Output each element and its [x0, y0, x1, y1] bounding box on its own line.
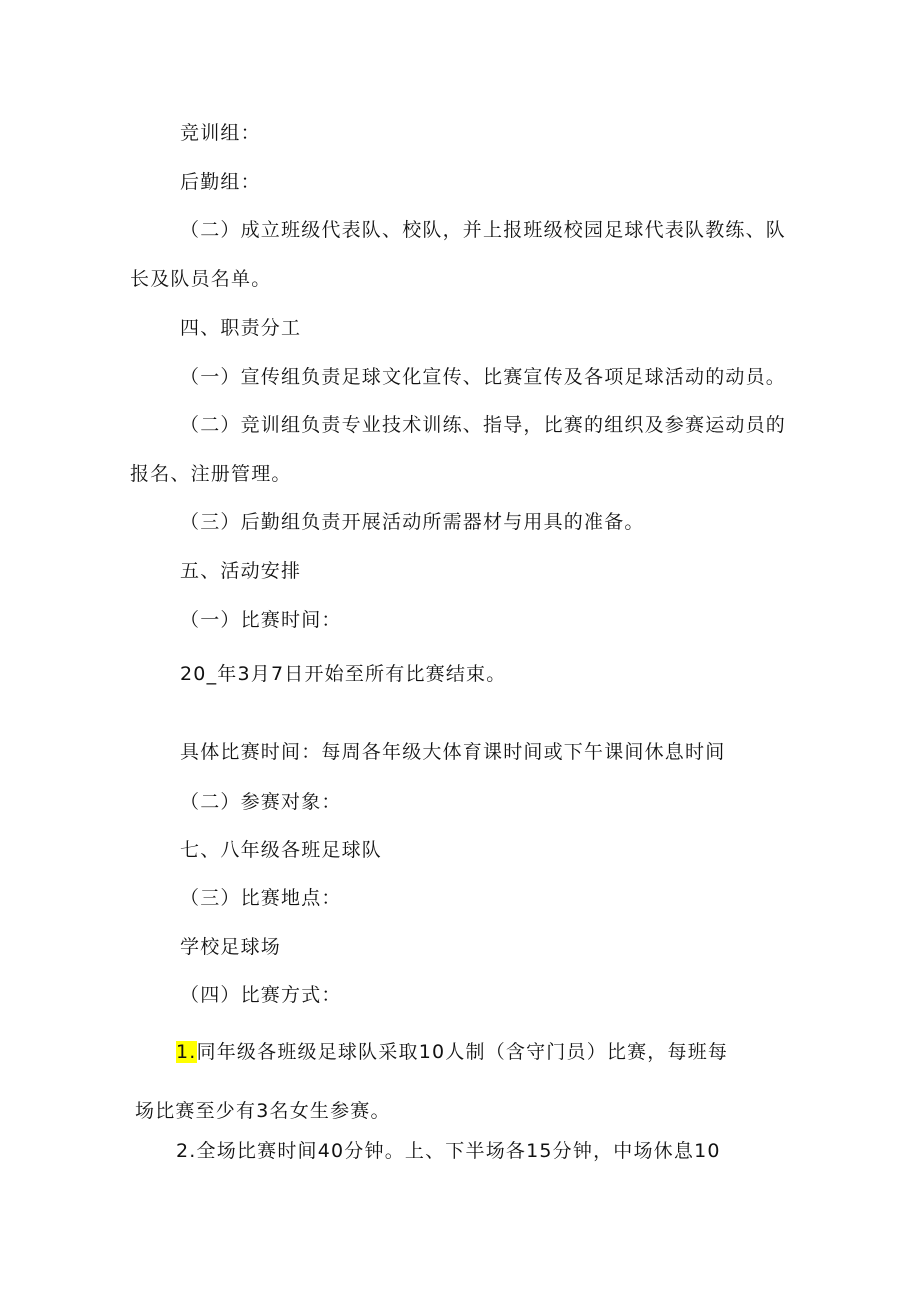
text-line-format-rule-1-body: 同年级各班级足球队采取10人制（含守门员）比赛，每班每 [196, 1041, 729, 1063]
highlighted-list-number: 1. [176, 1041, 197, 1063]
text-line-participants: 七、八年级各班足球队 [180, 839, 383, 861]
text-line-houqin: 后勤组： [180, 171, 261, 193]
subheading-match-time: （一）比赛时间： [180, 609, 342, 631]
text-line-duty-logistics: （三）后勤组负责开展活动所需器材与用具的准备。 [180, 511, 645, 533]
section-heading-schedule: 五、活动安排 [180, 560, 302, 582]
text-line-establish-teams-cont: 长及队员名单。 [130, 268, 272, 290]
text-line-duty-publicity: （一）宣传组负责足球文化宣传、比赛宣传及各项足球活动的动员。 [180, 366, 787, 388]
subheading-venue: （三）比赛地点： [180, 887, 342, 909]
text-line-venue: 学校足球场 [180, 936, 282, 958]
text-line-format-rule-1-cont: 场比赛至少有3名女生参赛。 [135, 1100, 391, 1122]
text-line-format-rule-2: 2.全场比赛时间40分钟。上、下半场各15分钟，中场休息10 [176, 1140, 721, 1162]
text-line-duty-training: （二）竞训组负责专业技术训练、指导，比赛的组织及参赛运动员的 [180, 414, 787, 436]
text-line-format-rule-1 [176, 1040, 728, 1064]
text-line-match-specific-time: 具体比赛时间：每周各年级大体育课时间或下午课间休息时间 [180, 741, 726, 763]
text-line-match-start: 20_年3月7日开始至所有比赛结束。 [180, 663, 507, 685]
text-line-jingxun: 竞训组： [180, 122, 261, 144]
text-line-establish-teams: （二）成立班级代表队、校队，并上报班级校园足球代表队教练、队 [180, 219, 787, 241]
subheading-format: （四）比赛方式： [180, 984, 342, 1006]
section-heading-duties: 四、职责分工 [180, 317, 302, 339]
subheading-participants: （二）参赛对象： [180, 791, 342, 813]
text-line-duty-training-cont: 报名、注册管理。 [130, 463, 292, 485]
